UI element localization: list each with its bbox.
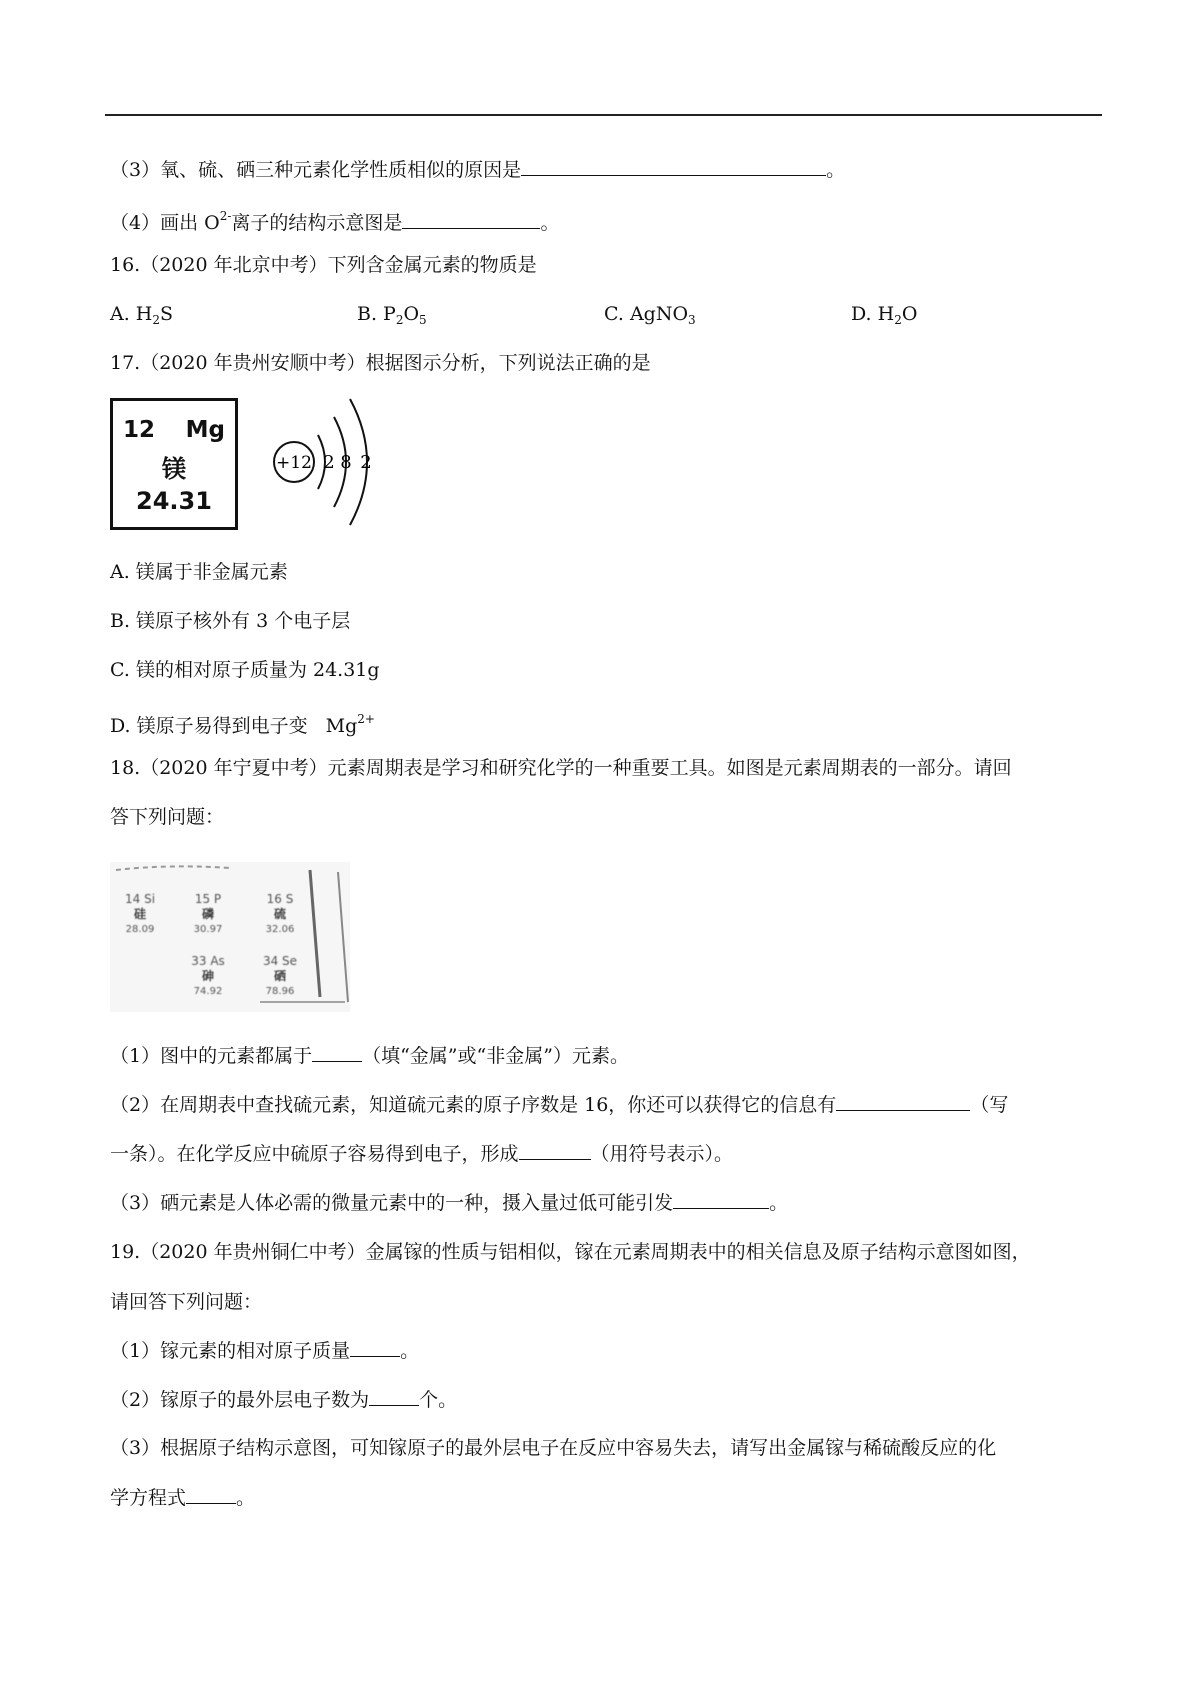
q18-stem-line1: 18.（2020 年宁夏中考）元素周期表是学习和研究化学的一种重要工具。如图是元素周期表的一部分。请回 [110,757,1012,779]
q17-stem: 17.（2020 年贵州安顺中考）根据图示分析，下列说法正确的是 [110,352,651,374]
header-rule [105,114,1102,116]
q19-stem-line1: 19.（2020 年贵州铜仁中考）金属镓的性质与铝相似，镓在元素周期表中的相关信息及原子结构示意图如图， [110,1241,1031,1263]
periodic-table-excerpt [110,862,350,1012]
q15-part3: （3）氧、硫、硒三种元素化学性质相似的原因是 。 [110,159,846,181]
atomic-structure-diagram [266,395,386,535]
element-cell-p: 15 P 磷 30.97 [193,892,223,935]
answer-blank[interactable] [836,1092,970,1111]
q17-option-a[interactable]: A. 镁属于非金属元素 [110,561,288,583]
q18-part2: （2）在周期表中查找硫元素，知道硫元素的原子序数是 16，你还可以获得它的信息有 （写 [110,1094,1009,1116]
q15-part4: （4）画出 $O^{2-}$离子的结构示意图是 。 [110,209,560,234]
q19-stem-line2: 请回答下列问题： [110,1291,263,1313]
element-symbol: Mg [185,417,225,443]
atomic-mass: 24.31 [136,487,212,515]
shell-1-electrons: 2 [323,452,335,473]
q18-part3: （3）硒元素是人体必需的微量元素中的一种，摄入量过低可能引发 。 [110,1192,789,1214]
nucleus-charge: +12 [276,453,312,473]
answer-blank[interactable] [402,210,540,229]
atomic-number: 12 [123,417,156,443]
element-cell-si: 14 Si 硅 28.09 [124,892,156,935]
q19-part2: （2）镓原子的最外层电子数为 个。 [110,1389,458,1411]
q16-option-c[interactable]: C. AgNO$_3$ [604,303,696,327]
element-tile-mg [110,398,238,530]
q18-stem-line2: 答下列问题： [110,806,225,828]
answer-blank[interactable] [521,157,826,176]
answer-blank[interactable] [369,1387,419,1406]
q19-part3: （3）根据原子结构示意图，可知镓原子的最外层电子在反应中容易失去，请写出金属镓与稀硫酸反应的化 [110,1437,997,1459]
answer-blank[interactable] [673,1190,769,1209]
shell-3-electrons: 2 [360,452,372,473]
element-cell-s: 16 S 硫 32.06 [265,892,295,935]
answer-blank[interactable] [186,1485,236,1504]
q19-part3-cont: 学方程式 。 [110,1487,256,1509]
answer-blank[interactable] [519,1141,591,1160]
q16-option-b[interactable]: B. $P_2O_5$ [357,303,427,327]
q18-part1: （1）图中的元素都属于 （填“金属”或“非金属”）元素。 [110,1045,629,1067]
q16-option-d[interactable]: D. $H_2O$ [851,303,918,327]
q17-option-c[interactable]: C. 镁的相对原子质量为 24.31g [110,659,380,681]
q17-option-b[interactable]: B. 镁原子核外有 3 个电子层 [110,610,351,632]
q16-stem: 16.（2020 年北京中考）下列含金属元素的物质是 [110,254,537,276]
answer-blank[interactable] [312,1043,362,1062]
q17-option-d[interactable]: D. 镁原子易得到电子变 $Mg^{2+}$ [110,712,375,737]
q19-part1: （1）镓元素的相对原子质量 。 [110,1340,420,1362]
q18-part2-cont: 一条）。在化学反应中硫原子容易得到电子，形成 （用符号表示）。 [110,1143,734,1165]
q16-option-a[interactable]: A. $H_2S$ [110,303,174,327]
element-cell-se: 34 Se 硒 78.96 [262,954,298,997]
answer-blank[interactable] [350,1338,400,1357]
element-cell-as: 33 As 砷 74.92 [191,954,225,997]
element-name: 镁 [162,455,186,483]
shell-2-electrons: 8 [340,452,352,473]
